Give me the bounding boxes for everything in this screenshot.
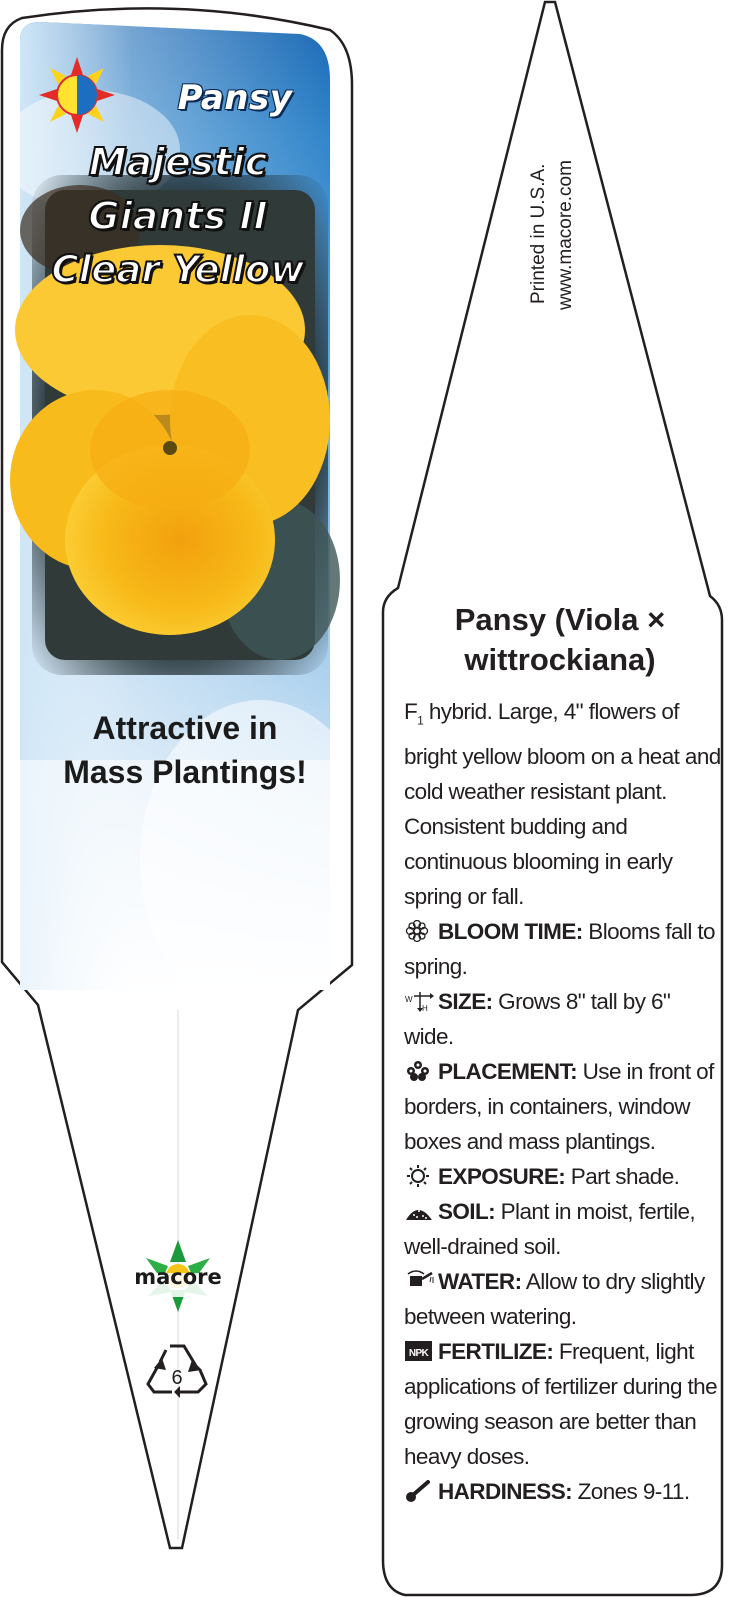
recycle-number: 6 xyxy=(171,1367,183,1389)
variety-name-line-2: Giants II xyxy=(88,194,268,238)
botanical-title-line-1: Pansy (Viola × xyxy=(454,602,666,637)
care-placement: PLACEMENT: Use in front of borders, in containers, window boxes and mass plantings. xyxy=(404,1058,714,1154)
svg-text:NPK: NPK xyxy=(408,1347,429,1359)
sun-shade-icon xyxy=(36,54,118,136)
botanical-title-line-2: wittrockiana) xyxy=(464,642,656,677)
care-bloom-time: BLOOM TIME: Blooms fall to spring. xyxy=(404,918,715,979)
npk-icon xyxy=(404,1340,434,1362)
soil-icon xyxy=(404,1200,434,1222)
printed-in-label: Printed in U.S.A. xyxy=(528,163,549,304)
care-size: W H SIZE: Grows 8" tall by 6" wide. xyxy=(404,988,671,1049)
recycle-6-icon xyxy=(144,1340,210,1398)
svg-text:H: H xyxy=(422,1003,428,1012)
botanical-title xyxy=(400,600,720,680)
care-fertilize: NPK FERTILIZE: Frequent, light applications of fertilizer during the growing season are better than heavy doses. xyxy=(404,1338,717,1469)
svg-text:W: W xyxy=(405,994,412,1004)
variety-name-line-3: Clear Yellow xyxy=(51,248,305,291)
placement-icon xyxy=(404,1060,434,1082)
care-water: WATER: Allow to dry slightly between watering. xyxy=(404,1268,705,1329)
watering-can-icon xyxy=(404,1270,434,1292)
plant-description xyxy=(404,694,724,1509)
website-label: www.macore.com xyxy=(555,160,576,310)
description-paragraph: $F_1$ hybrid. Large, 4" flowers of bright yellow bloom on a heat and cold weather resistant plant. Consistent budding and continuous blooming in early spring or fall. xyxy=(404,699,721,909)
care-hardiness: HARDINESS: Zones 9-11. xyxy=(404,1474,724,1509)
thermometer-icon xyxy=(404,1480,434,1502)
tagline xyxy=(20,706,350,794)
tagline-line-1: Attractive in xyxy=(92,710,278,746)
sun-icon xyxy=(404,1165,434,1187)
variety-name-line-1: Majestic xyxy=(88,140,268,184)
care-soil: SOIL: Plant in moist, fertile, well-drained soil. xyxy=(404,1198,696,1259)
size-icon xyxy=(404,990,434,1012)
tagline-line-2: Mass Plantings! xyxy=(63,754,307,790)
flower-icon xyxy=(404,920,434,942)
common-name-heading: Pansy xyxy=(177,78,293,118)
care-exposure: EXPOSURE: Part shade. xyxy=(404,1159,724,1194)
brand-name: macore xyxy=(134,1265,222,1289)
